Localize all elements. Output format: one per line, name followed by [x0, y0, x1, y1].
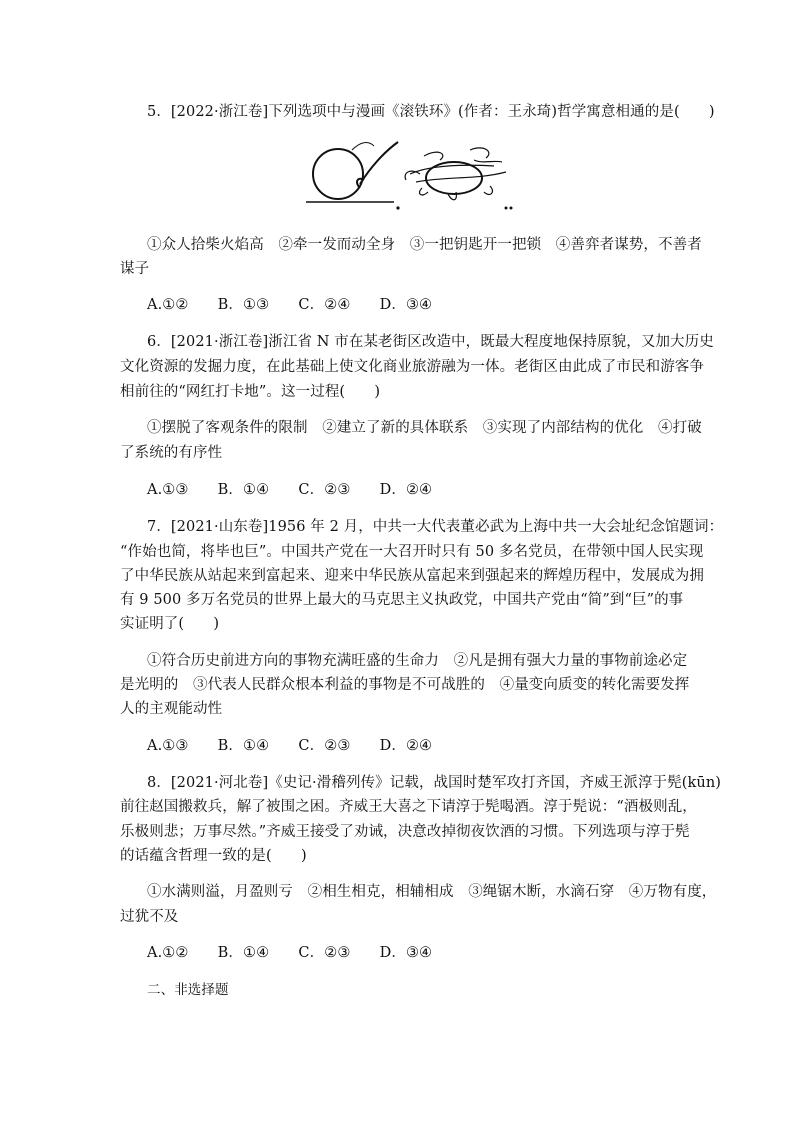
q6-choices-line2: 了系统的有序性 — [120, 445, 223, 461]
q7-stem-line1: 7．[2021·山东卷]1956 年 2 月，中共一大代表董必武为上海中共一大会址纪念馆题词： — [147, 519, 724, 535]
q8-choices-line2: 过犹不及 — [120, 909, 179, 925]
q6-stem-line1: 6．[2021·浙江卷]浙江省 N 市在某老街区改造中，既最大程度地保持原貌，又加大历史 — [147, 334, 714, 350]
q7-choices-line1: ①符合历史前进方向的事物充满旺盛的生命力 ②凡是拥有强大力量的事物前途必定 — [147, 653, 688, 669]
q8-choices-line1: ①水满则溢，月盈则亏 ②相生相克，相辅相成 ③绳锯木断，水滴石穿 ④万物有度， — [147, 884, 717, 900]
q8-stem-line3: 乐极则悲；万事尽然。”齐威王接受了劝诫，决意改掉彻夜饮酒的习惯。下列选项与淳于髡 — [120, 824, 690, 840]
q5-choices-line1: ①众人拾柴火焰高 ②牵一发而动全身 ③一把钥匙开一把锁 ④善弈者谋势，不善者 — [147, 237, 702, 253]
q8-options: A.①② B．①④ C．②③ D．③④ — [147, 945, 433, 961]
q7-choices-line2: 是光明的 ③代表人民群众根本利益的事物是不可战胜的 ④量变向质变的转化需要发挥 — [120, 677, 690, 693]
q7-options: A.①③ B．①④ C．②③ D．②④ — [147, 738, 433, 754]
q7-choices-line3: 人的主观能动性 — [120, 701, 223, 717]
q6-stem-line3: 相前往的“网红打卡地”。这一过程( ) — [120, 384, 381, 400]
q8-stem-line1: 8．[2021·河北卷]《史记·滑稽列传》记载，战国时楚军攻打齐国，齐威王派淳于髡(kūn) — [147, 775, 722, 791]
q8-stem-line2: 前往赵国搬救兵，解了被围之困。齐威王大喜之下请淳于髡喝酒。淳于髡说：“酒极则乱， — [120, 799, 697, 815]
q6-stem-line2: 文化资源的发掘力度，在此基础上使文化商业旅游融为一体。老街区由此成了市民和游客争 — [120, 359, 704, 375]
q7-stem-line4: 有 9 500 多万名党员的世界上最大的马克思主义执政党，中国共产党由“简”到“巨”的事 — [120, 592, 684, 608]
q5-stem: 5．[2022·浙江卷]下列选项中与漫画《滚铁环》(作者：王永琦)哲学寓意相通的是( ) — [147, 104, 715, 120]
q8-stem-line4: 的话蕴含哲理一致的是( ) — [120, 848, 307, 864]
q7-stem-line3: 了中华民族从站起来到富起来、迎来中华民族从富起来到强起来的辉煌历程中，发展成为拥 — [120, 568, 704, 584]
q6-options: A.①③ B．①④ C．②③ D．②④ — [147, 482, 433, 498]
q7-stem-line2: “作始也简，将毕也巨”。中国共产党在一大召开时只有 50 多名党员，在带领中国人民实现 — [120, 544, 704, 560]
q5-options: A.①② B．①③ C．②④ D．③④ — [147, 297, 433, 313]
q5-choices-line2: 谋子 — [120, 261, 150, 277]
cartoon-iron-hoop-image — [298, 136, 520, 214]
q6-choices-line1: ①摆脱了客观条件的限制 ②建立了新的具体联系 ③实现了内部结构的优化 ④打破 — [147, 420, 702, 436]
q7-stem-line5: 实证明了( ) — [120, 616, 220, 632]
section-heading: 二、非选择题 — [147, 982, 229, 998]
